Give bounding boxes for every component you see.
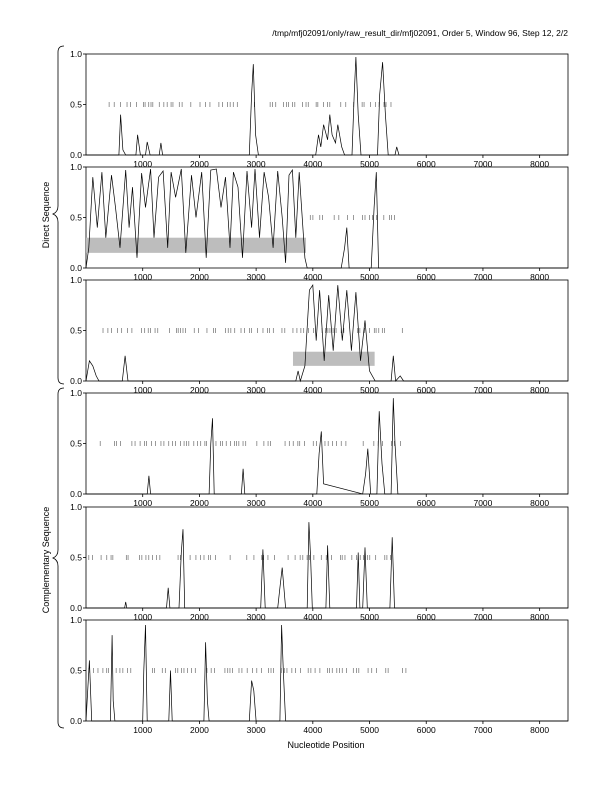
- x-tick-label: 4000: [303, 498, 323, 508]
- series-line: [86, 522, 568, 608]
- x-tick-label: 1000: [133, 612, 153, 622]
- header-text: /tmp/mfj02091/only/raw_result_dir/mfj02091, Order 5, Window 96, Step 12, 2/2: [272, 28, 568, 38]
- y-tick-label: 0.0: [70, 716, 82, 726]
- y-tick-label: 0.0: [70, 376, 82, 386]
- x-tick-label: 2000: [189, 159, 209, 169]
- x-tick-label: 6000: [416, 272, 436, 282]
- y-tick-label: 0.0: [70, 263, 82, 273]
- x-tick-label: 5000: [360, 159, 379, 169]
- x-tick-label: 2000: [189, 612, 209, 622]
- x-tick-label: 1000: [133, 498, 153, 508]
- y-tick-label: 0.5: [70, 552, 82, 563]
- y-tick-label: 1.0: [70, 162, 82, 172]
- panel-frame: [86, 54, 568, 155]
- x-tick-label: 5000: [360, 612, 379, 622]
- x-tick-label: 7000: [473, 725, 493, 735]
- x-tick-label: 7000: [473, 272, 493, 282]
- x-tick-label: 6000: [416, 725, 436, 735]
- x-tick-label: 1000: [133, 159, 153, 169]
- y-tick-label: 0.0: [70, 150, 82, 160]
- x-axis-label: Nucleotide Position: [287, 740, 365, 750]
- series-line: [86, 285, 568, 381]
- x-tick-label: 6000: [416, 498, 436, 508]
- panel-4: [70, 388, 568, 508]
- x-tick-label: 5000: [360, 272, 379, 282]
- y-tick-label: 0.0: [70, 489, 82, 499]
- x-tick-label: 8000: [530, 612, 550, 622]
- x-tick-label: 1000: [133, 725, 153, 735]
- panel-3: [70, 275, 568, 395]
- x-tick-label: 2000: [189, 272, 209, 282]
- panel-6: [70, 615, 568, 735]
- group-label-complementary: Complementary Sequence: [41, 506, 51, 614]
- x-tick-label: 6000: [416, 159, 436, 169]
- x-tick-label: 4000: [303, 725, 323, 735]
- x-tick-label: 2000: [189, 498, 209, 508]
- y-tick-label: 0.5: [70, 212, 82, 223]
- x-tick-label: 3000: [246, 272, 266, 282]
- x-tick-label: 1000: [133, 385, 153, 395]
- y-tick-label: 1.0: [70, 275, 82, 285]
- x-tick-label: 2000: [189, 385, 209, 395]
- y-tick-label: 0.5: [70, 438, 82, 449]
- series-line: [86, 57, 568, 155]
- y-tick-label: 0.5: [70, 325, 82, 336]
- y-tick-label: 1.0: [70, 388, 82, 398]
- x-tick-label: 1000: [133, 272, 153, 282]
- x-tick-label: 4000: [303, 272, 323, 282]
- x-tick-label: 8000: [530, 498, 550, 508]
- x-tick-label: 6000: [416, 385, 436, 395]
- x-tick-label: 7000: [473, 498, 493, 508]
- x-tick-label: 7000: [473, 612, 493, 622]
- series-line: [86, 169, 568, 268]
- group-brace-complementary: [53, 388, 64, 728]
- y-tick-label: 1.0: [70, 49, 82, 59]
- y-tick-label: 1.0: [70, 615, 82, 625]
- x-tick-label: 4000: [303, 612, 323, 622]
- x-tick-label: 8000: [530, 725, 550, 735]
- x-tick-label: 5000: [360, 385, 379, 395]
- y-tick-label: 0.5: [70, 665, 82, 676]
- x-tick-label: 8000: [530, 272, 550, 282]
- y-tick-label: 1.0: [70, 502, 82, 512]
- x-tick-label: 3000: [246, 612, 266, 622]
- panel-5: [70, 502, 568, 622]
- panel-frame: [86, 393, 568, 494]
- x-tick-label: 7000: [473, 385, 493, 395]
- group-brace-direct: [53, 46, 64, 384]
- x-tick-label: 8000: [530, 385, 550, 395]
- x-tick-label: 6000: [416, 612, 436, 622]
- series-line: [86, 625, 568, 721]
- x-tick-label: 5000: [360, 498, 379, 508]
- x-tick-label: 5000: [360, 725, 379, 735]
- panel-frame: [86, 620, 568, 721]
- y-tick-label: 0.0: [70, 603, 82, 613]
- x-tick-label: 4000: [303, 159, 323, 169]
- x-tick-label: 8000: [530, 159, 550, 169]
- x-tick-label: 4000: [303, 385, 323, 395]
- group-label-direct: Direct Sequence: [41, 181, 51, 249]
- x-tick-label: 3000: [246, 385, 266, 395]
- panel-1: [70, 49, 568, 169]
- y-tick-label: 0.5: [70, 99, 82, 110]
- x-tick-label: 3000: [246, 159, 266, 169]
- series-line: [86, 398, 568, 494]
- panel-2: [70, 162, 568, 282]
- x-tick-label: 3000: [246, 725, 266, 735]
- x-tick-label: 7000: [473, 159, 493, 169]
- x-tick-label: 3000: [246, 498, 266, 508]
- x-tick-label: 2000: [189, 725, 209, 735]
